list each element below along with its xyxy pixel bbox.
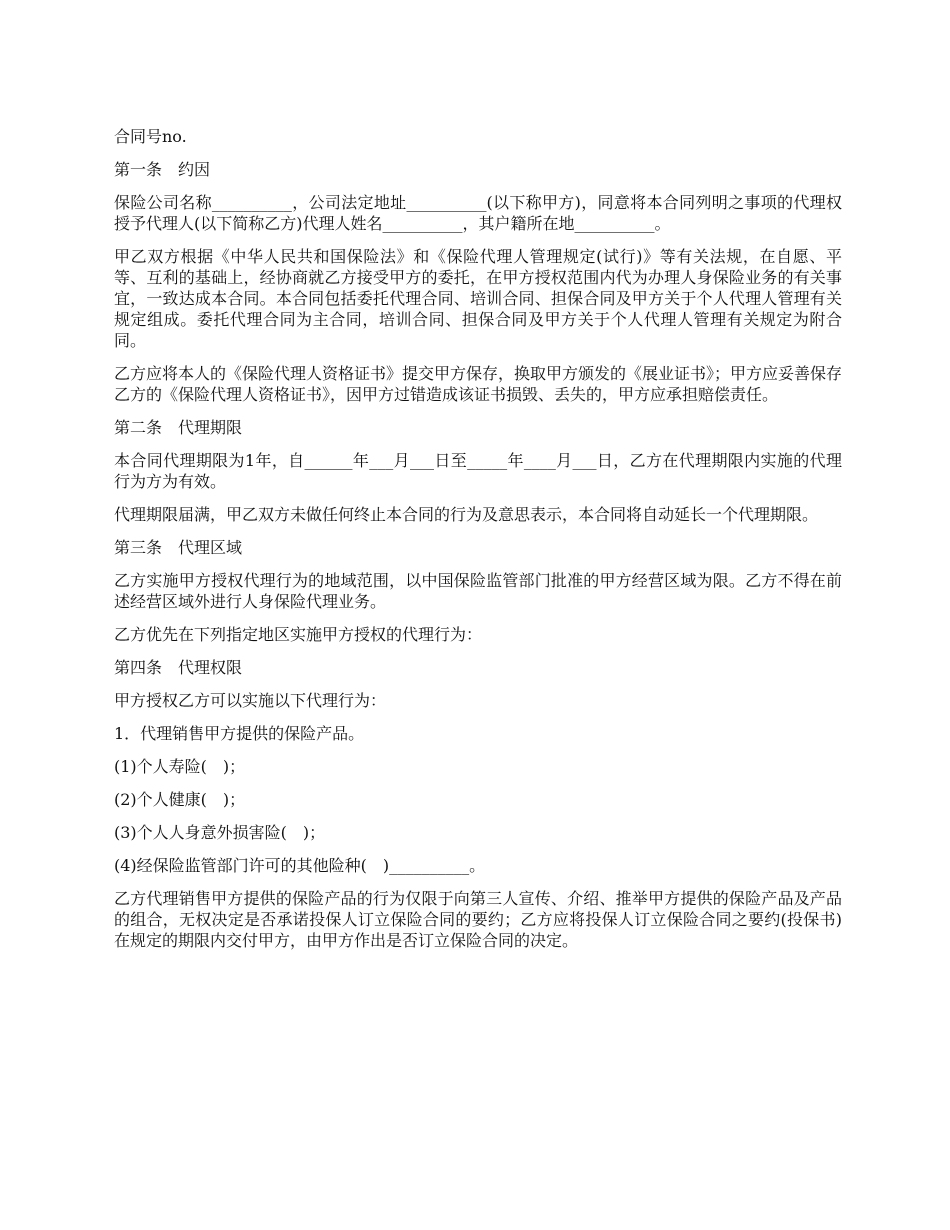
article-1-paragraph-2: 甲乙双方根据《中华人民共和国保险法》和《保险代理人管理规定(试行)》等有关法规，在自愿、平等、互利的基础上，经协商就乙方接受甲方的委托，在甲方授权范围内代为办理人身保险业务的有关事宜，一致达成本合同。本合同包括委托代理合同、培训合同、担保合同及甲方关于个人代理人管理有关规定组成。委托代理合同为主合同，培训合同、担保合同及甲方关于个人代理人管理有关规定为附合同。 — [114, 247, 842, 350]
article-4-item-1: 1．代理销售甲方提供的保险产品。 — [114, 724, 365, 743]
article-1-paragraph-3: 乙方应将本人的《保险代理人资格证书》提交甲方保存，换取甲方颁发的《展业证书》；甲方应妥善保存乙方的《保险代理人资格证书》，因甲方过错造成该证书损毁、丢失的，甲方应承担赔偿责任。 — [114, 364, 843, 404]
article-4-subitem-4: (4)经保险监管部门许可的其他险种( )__________。 — [114, 856, 486, 875]
article-4-subitem-2: (2)个人健康( )； — [114, 790, 246, 809]
article-4-subitem-3: (3)个人人身意外损害险( )； — [114, 823, 326, 842]
article-2-paragraph-2: 代理期限届满，甲乙双方未做任何终止本合同的行为及意思表示，本合同将自动延长一个代理期限。 — [114, 505, 819, 524]
article-3-paragraph-1: 乙方实施甲方授权代理行为的地域范围，以中国保险监管部门批准的甲方经营区域为限。乙方不得在前述经营区域外进行人身保险代理业务。 — [114, 571, 842, 611]
article-2-heading: 第二条 代理期限 — [114, 418, 243, 437]
article-3-paragraph-2: 乙方优先在下列指定地区实施甲方授权的代理行为： — [114, 625, 483, 644]
contract-number: 合同号no. — [114, 127, 187, 146]
article-1-heading: 第一条 约因 — [114, 160, 211, 179]
article-4-paragraph-1: 甲方授权乙方可以实施以下代理行为： — [114, 691, 387, 710]
article-1-paragraph-1: 保险公司名称__________，公司法定地址__________(以下称甲方)，同意将本合同列明之事项的代理权授予代理人(以下简称乙方)代理人姓名__________，其户籍所在地__________。 — [114, 193, 842, 233]
article-2-paragraph-1: 本合同代理期限为1年，自______年___月___日至_____年____月___日，乙方在代理期限内实施的代理行为方为有效。 — [114, 451, 842, 491]
contract-document — [114, 126, 842, 963]
article-4-subitem-1: (1)个人寿险( )； — [114, 757, 246, 776]
article-4-heading: 第四条 代理权限 — [114, 658, 243, 677]
article-3-heading: 第三条 代理区域 — [114, 538, 243, 557]
article-4-paragraph-2: 乙方代理销售甲方提供的保险产品的行为仅限于向第三人宣传、介绍、推举甲方提供的保险产品及产品的组合，无权决定是否承诺投保人订立保险合同的要约；乙方应将投保人订立保险合同之要约(投保书)在规定的期限内交付甲方，由甲方作出是否订立保险合同的决定。 — [114, 889, 842, 950]
